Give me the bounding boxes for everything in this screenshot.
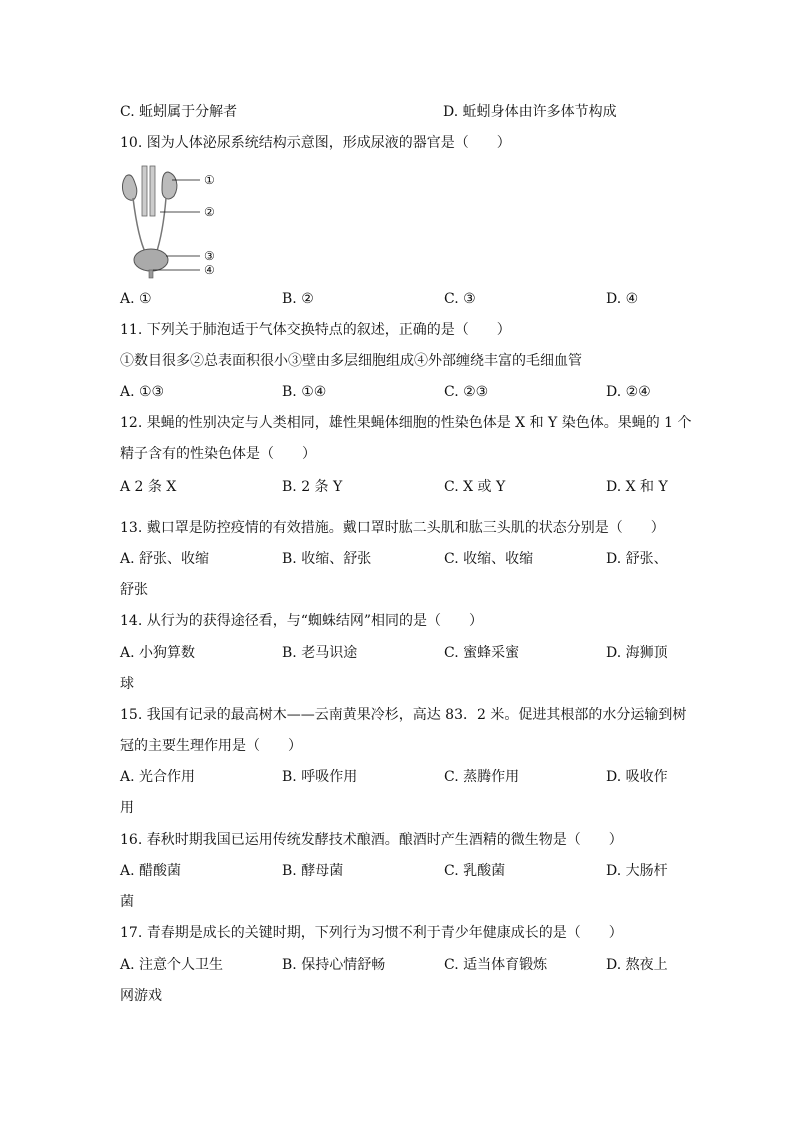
q15-option-d-wrap: 用 (120, 800, 134, 816)
q15-stem-line2: 冠的主要生理作用是（ ） (120, 738, 302, 754)
q11-option-d: D. ②④ (606, 384, 651, 400)
q11-stem: 11. 下列关于肺泡适于气体交换特点的叙述，正确的是（ ） (120, 322, 511, 338)
q15-option-d: D. 吸收作 (606, 769, 668, 785)
figure-label-3: ③ (204, 249, 215, 263)
q12-option-c: C. X 或 Y (444, 479, 506, 495)
q17-option-d: D. 熬夜上 (606, 957, 668, 973)
q10-stem: 10. 图为人体泌尿系统结构示意图，形成尿液的器官是（ ） (120, 135, 511, 151)
q11-option-c: C. ②③ (444, 384, 489, 400)
q13-option-d: D. 舒张、 (606, 551, 668, 567)
q13-option-b: B. 收缩、舒张 (282, 551, 372, 567)
q10-option-a: A. ① (120, 291, 152, 307)
q13-option-d-wrap: 舒张 (120, 582, 148, 598)
q16-option-a: A. 醋酸菌 (120, 863, 182, 879)
q10-option-c: C. ③ (444, 291, 476, 307)
q16-option-b: B. 酵母菌 (282, 863, 344, 879)
q13-option-c: C. 收缩、收缩 (444, 551, 534, 567)
q14-stem: 14. 从行为的获得途径看，与“蜘蛛结网”相同的是（ ） (120, 613, 484, 629)
q14-option-a: A. 小狗算数 (120, 645, 196, 661)
q12-option-a: A 2 条 X (120, 479, 177, 495)
q16-option-c: C. 乳酸菌 (444, 863, 506, 879)
q14-option-b: B. 老马识途 (282, 645, 358, 661)
q11-option-b: B. ①④ (282, 384, 327, 400)
figure-label-4: ④ (204, 263, 215, 277)
q13-stem: 13. 戴口罩是防控疫情的有效措施。戴口罩时肱二头肌和肱三头肌的状态分别是（ ） (120, 520, 665, 536)
q11-options-row (0, 382, 794, 402)
urinary-system-figure (118, 162, 228, 282)
q17-option-a: A. 注意个人卫生 (120, 957, 224, 973)
q17-option-d-wrap: 网游戏 (120, 988, 162, 1004)
q10-option-d: D. ④ (606, 291, 639, 307)
q10-options-row (0, 289, 794, 309)
q9-options-row (0, 102, 794, 122)
q9-option-c: C. 蚯蚓属于分解者 (120, 104, 238, 120)
q15-options-row (0, 767, 794, 787)
q12-stem-line2: 精子含有的性染色体是（ ） (120, 446, 316, 462)
q16-option-d-wrap: 菌 (120, 894, 134, 910)
q14-option-d: D. 海狮顶 (606, 645, 668, 661)
q9-option-d: D. 蚯蚓身体由许多体节构成 (443, 104, 617, 120)
q15-option-a: A. 光合作用 (120, 769, 196, 785)
q16-stem: 16. 春秋时期我国已运用传统发酵技术酿酒。酿酒时产生酒精的微生物是（ ） (120, 832, 623, 848)
q12-option-d: D. X 和 Y (606, 479, 668, 495)
q16-option-d: D. 大肠杆 (606, 863, 668, 879)
q10-option-b: B. ② (282, 291, 314, 307)
q12-stem-line1: 12. 果蝇的性别决定与人类相同，雄性果蝇体细胞的性染色体是 X 和 Y 染色体。果蝇的 1 个 (120, 415, 692, 431)
q17-options-row (0, 955, 794, 975)
q15-option-c: C. 蒸腾作用 (444, 769, 520, 785)
q15-stem-line1: 15. 我国有记录的最高树木——云南黄果冷杉，高达 83．2 米。促进其根部的水分运输到树 (120, 707, 687, 723)
q17-option-b: B. 保持心情舒畅 (282, 957, 386, 973)
q17-stem: 17. 青春期是成长的关键时期，下列行为习惯不利于青少年健康成长的是（ ） (120, 925, 623, 941)
q12-options-row (0, 477, 794, 497)
q11-option-a: A. ①③ (120, 384, 165, 400)
q11-statements: ①数目很多②总表面积很小③壁由多层细胞组成④外部缠绕丰富的毛细血管 (120, 353, 582, 369)
figure-label-1: ① (204, 173, 215, 187)
q14-options-row (0, 643, 794, 663)
q14-option-c: C. 蜜蜂采蜜 (444, 645, 520, 661)
q17-option-c: C. 适当体育锻炼 (444, 957, 548, 973)
q12-option-b: B. 2 条 Y (282, 479, 343, 495)
q15-option-b: B. 呼吸作用 (282, 769, 358, 785)
q14-option-d-wrap: 球 (120, 676, 134, 692)
q13-options-row (0, 549, 794, 569)
figure-label-2: ② (204, 205, 215, 219)
q16-options-row (0, 861, 794, 881)
q13-option-a: A. 舒张、收缩 (120, 551, 210, 567)
